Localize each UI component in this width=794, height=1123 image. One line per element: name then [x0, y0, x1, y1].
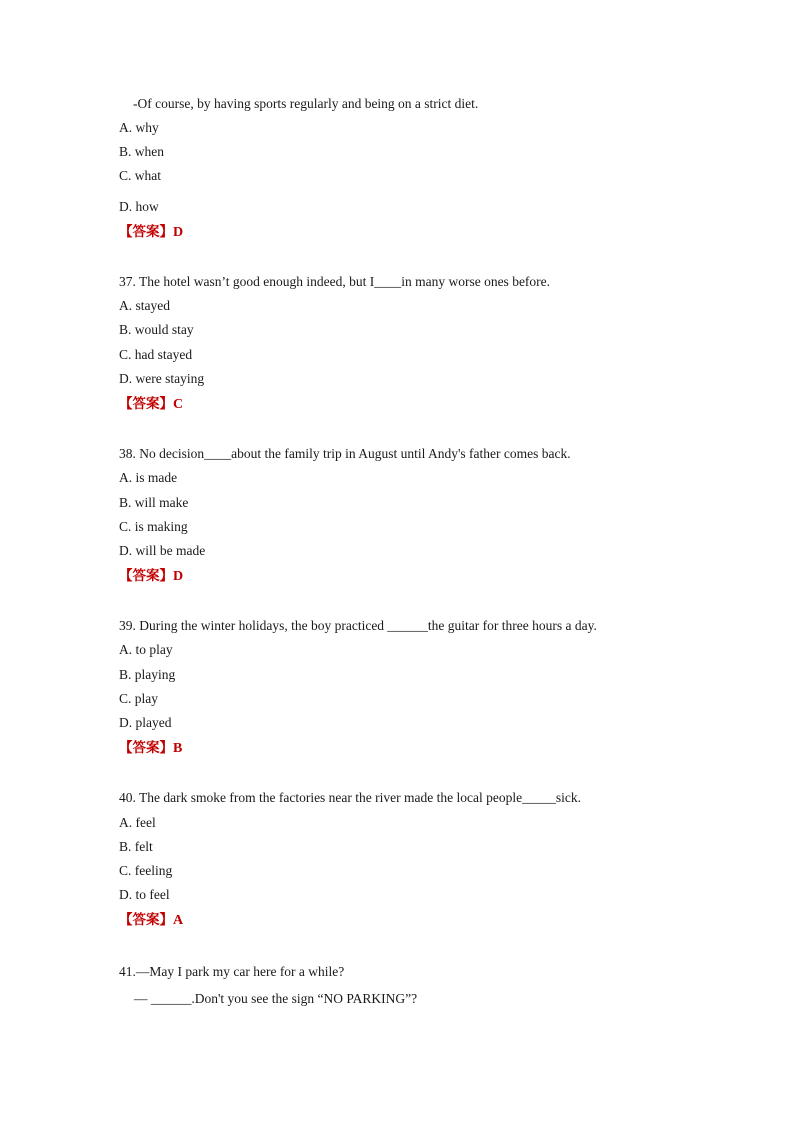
question-40-stem: 40. The dark smoke from the factories near the river made the local people_____sick.	[119, 790, 581, 805]
question-38-stem: 38. No decision____about the family trip in August until Andy's father comes back.	[119, 446, 571, 461]
option-c: C. feeling	[119, 863, 173, 878]
answer-key	[119, 568, 183, 585]
option-a: A. is made	[119, 470, 178, 485]
option-a: A. feel	[119, 815, 156, 830]
option-c: C. had stayed	[119, 347, 193, 362]
option-b: B. playing	[119, 667, 176, 682]
answer-key	[119, 396, 183, 413]
answer-value: D	[173, 225, 184, 240]
option-d: D. played	[119, 715, 172, 730]
question-41-stem: 41.—May I park my car here for a while?	[119, 964, 345, 979]
option-d: D. how	[119, 199, 159, 214]
option-c: C. play	[119, 691, 158, 706]
option-c: C. what	[119, 168, 161, 183]
option-a: A. stayed	[119, 298, 170, 313]
answer-tag: 【答案】	[119, 396, 173, 412]
option-d: D. will be made	[119, 543, 206, 558]
answer-key	[119, 912, 183, 929]
option-b: B. would stay	[119, 322, 194, 337]
answer-value: D	[173, 569, 184, 584]
question-answer-line: -Of course, by having sports regularly and being on a strict diet.	[133, 96, 479, 111]
question-39-stem: 39. During the winter holidays, the boy practiced ______the guitar for three hours a day.	[119, 618, 597, 633]
option-d: D. to feel	[119, 887, 170, 902]
answer-tag: 【答案】	[119, 568, 173, 584]
answer-key	[119, 740, 182, 757]
answer-tag: 【答案】	[119, 740, 173, 756]
answer-tag: 【答案】	[119, 224, 173, 240]
option-d: D. were staying	[119, 371, 205, 386]
answer-value: C	[173, 397, 184, 412]
question-37-stem: 37. The hotel wasn’t good enough indeed, but I____in many worse ones before.	[119, 274, 551, 289]
answer-value: B	[173, 741, 183, 756]
option-b: B. when	[119, 144, 164, 159]
option-b: B. felt	[119, 839, 153, 854]
option-b: B. will make	[119, 495, 189, 510]
option-a: A. why	[119, 120, 159, 135]
question-41-reply: — ______.Don't you see the sign “NO PARKING”?	[134, 991, 418, 1006]
answer-value: A	[173, 913, 184, 928]
answer-tag: 【答案】	[119, 912, 173, 928]
option-c: C. is making	[119, 519, 188, 534]
answer-key	[119, 224, 183, 241]
option-a: A. to play	[119, 642, 173, 657]
